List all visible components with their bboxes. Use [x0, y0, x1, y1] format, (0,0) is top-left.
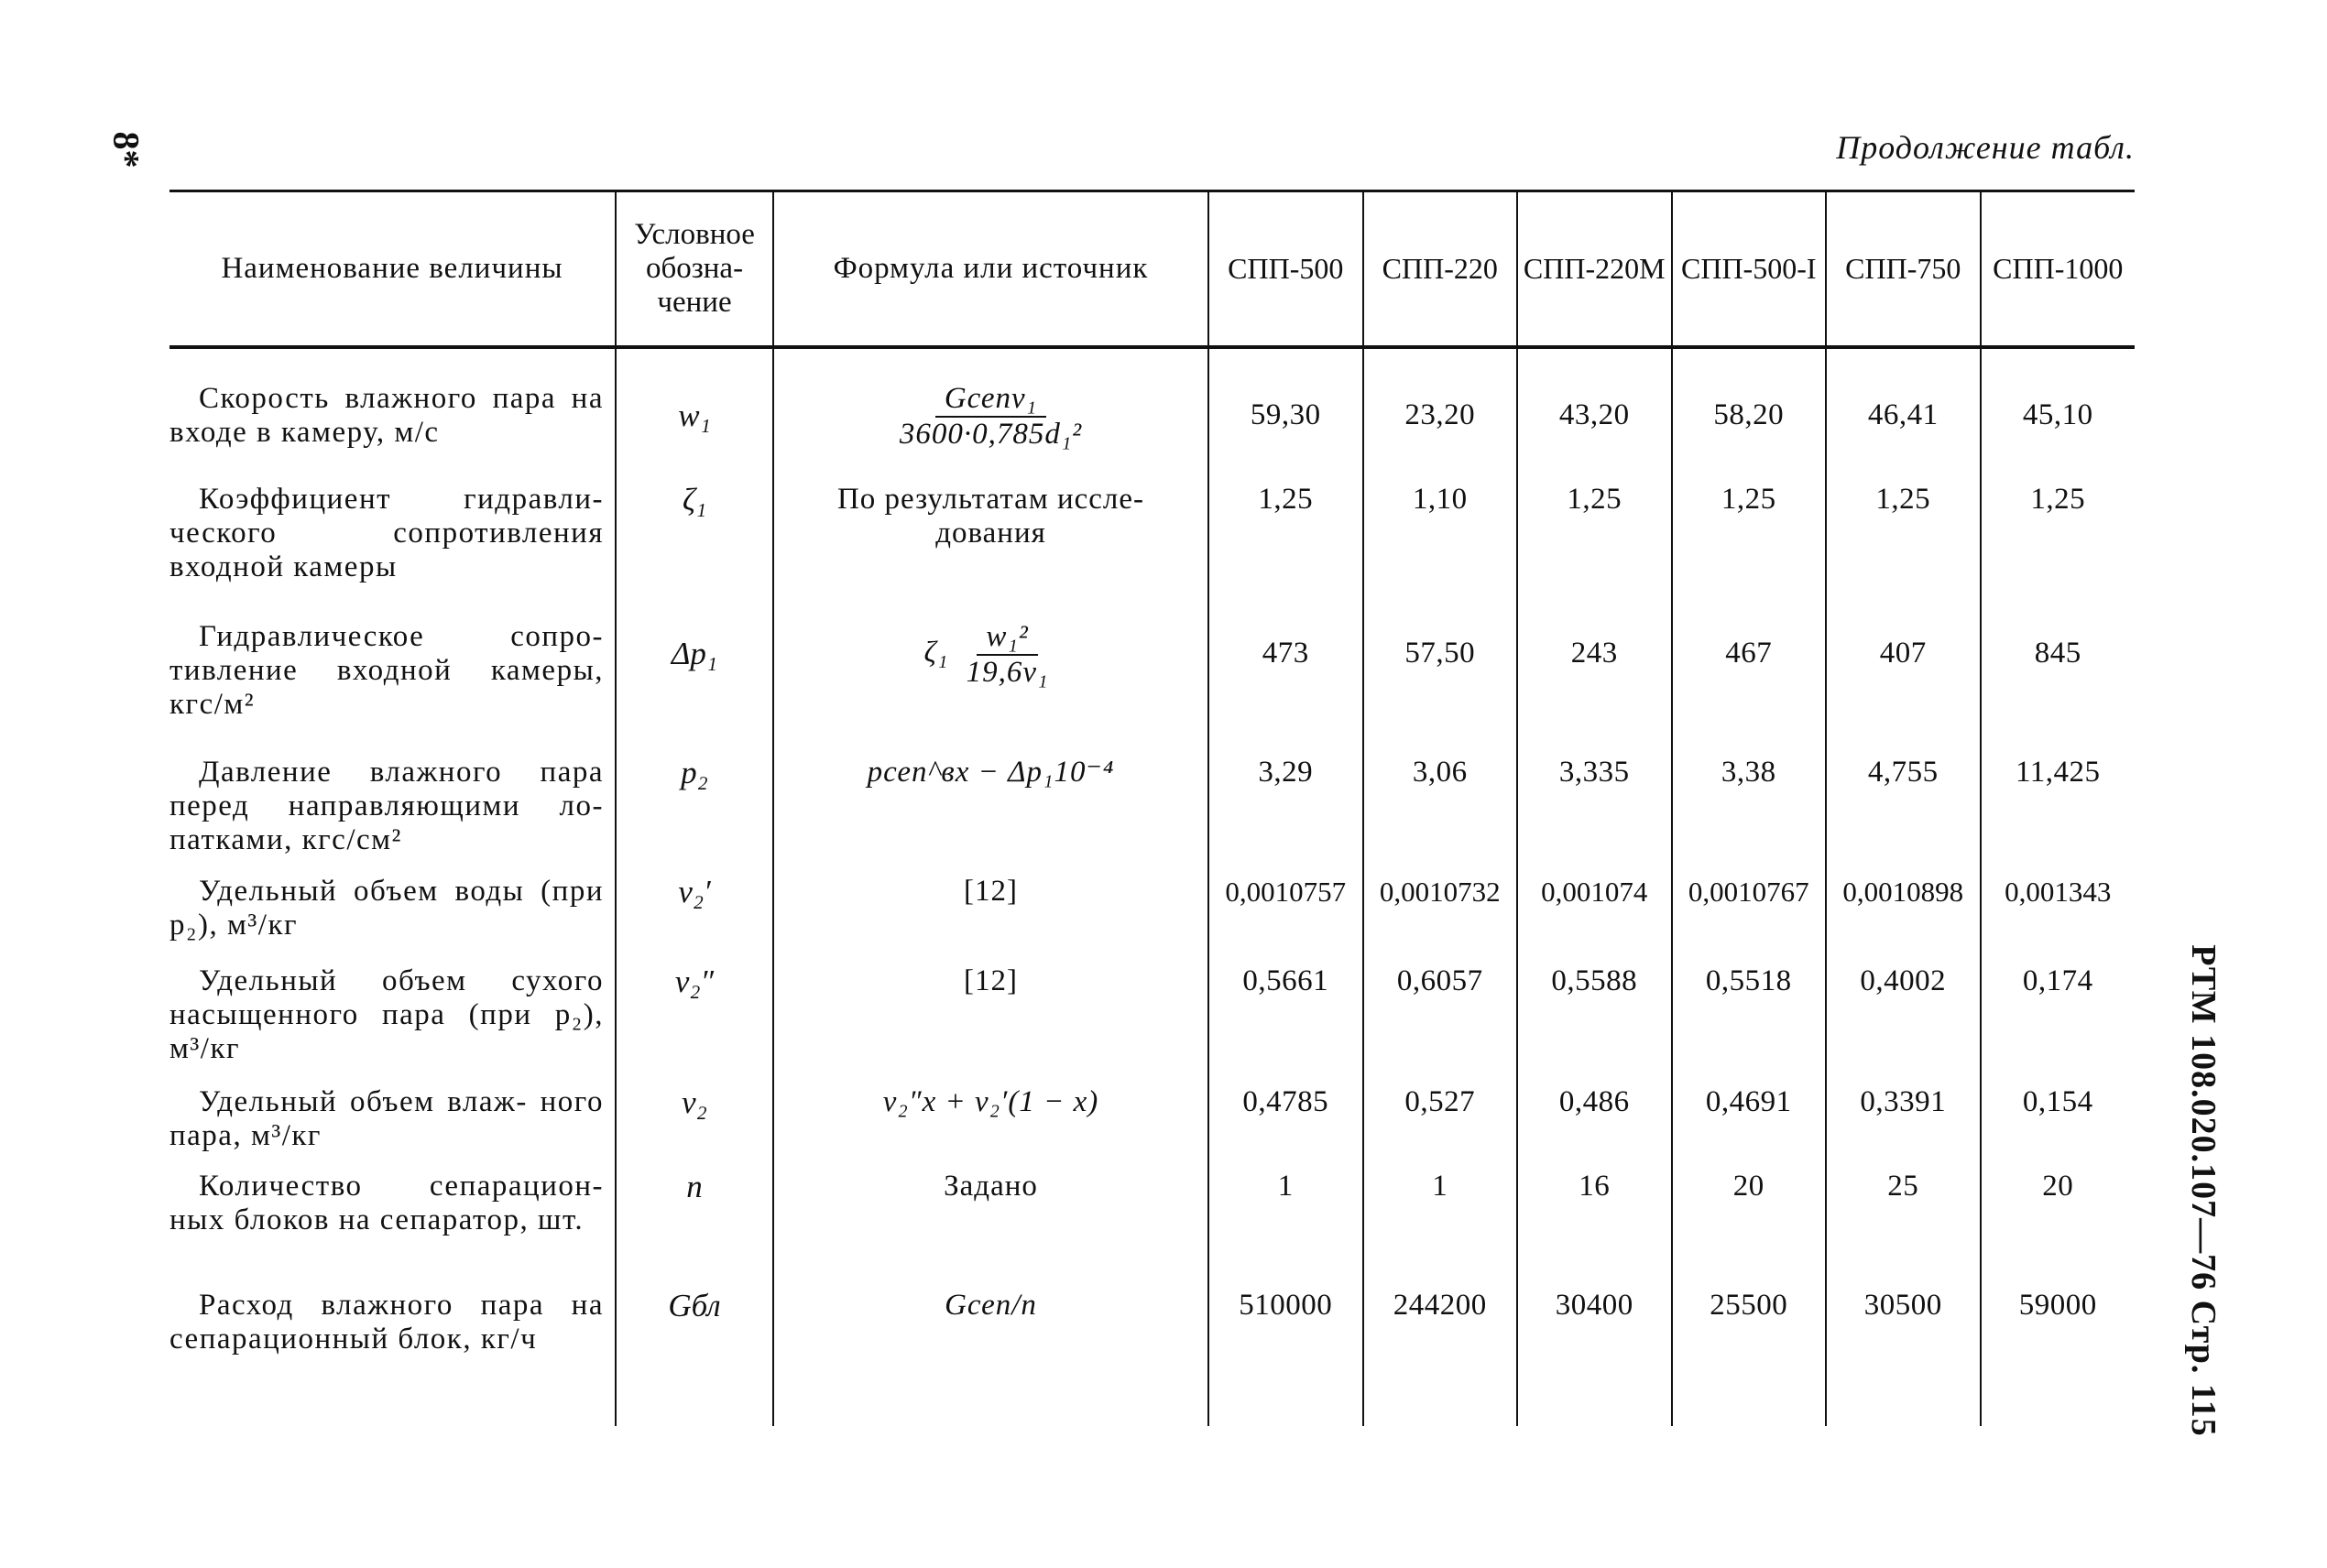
table-cell: 0,0010898: [1826, 875, 1981, 964]
header-name: Наименование величины: [169, 191, 616, 347]
table-cell: 30400: [1517, 1289, 1672, 1426]
table-cell: 0,5518: [1672, 964, 1827, 1085]
table-row: [169, 964, 2135, 1085]
table-row: [169, 1085, 2135, 1170]
table-row: [169, 1170, 2135, 1289]
table-cell: 46,41: [1826, 382, 1981, 483]
table-cell: 3,06: [1363, 756, 1518, 875]
table-cell: 59000: [1981, 1289, 2136, 1426]
row-symbol: w₁: [616, 382, 773, 483]
row-name: Количество сепарацион- ных блоков на сепаратор, шт.: [169, 1169, 604, 1236]
table-cell: 1,25: [1981, 483, 2136, 620]
table-cell: 243: [1517, 620, 1672, 756]
table-cell: 845: [1981, 620, 2136, 756]
table-cell: 0,0010767: [1672, 875, 1827, 964]
row-symbol: v₂′: [616, 875, 773, 964]
table-cell: 1,25: [1517, 483, 1672, 620]
table-cell: 0,5588: [1517, 964, 1672, 1085]
table-cell: 23,20: [1363, 382, 1518, 483]
row-formula: v₂″x + v₂′(1 − x): [773, 1085, 1208, 1170]
row-name: Удельный объем воды (при p₂), м³/кг: [169, 874, 604, 942]
table-row: [169, 1289, 2135, 1426]
table-cell: 510000: [1208, 1289, 1363, 1426]
table-cell: 0,0010757: [1208, 875, 1363, 964]
row-name: Коэффициент гидравли- ческого сопротивления входной камеры: [169, 482, 604, 583]
row-symbol: v₂″: [616, 964, 773, 1085]
table-cell: 1: [1363, 1170, 1518, 1289]
formula-fraction: $\frac{\text{w₁²}}{\text{19,6v₁}}$: [966, 619, 1049, 689]
row-name: Гидравлическое сопро- тивление входной камеры, кгс/м²: [169, 619, 604, 721]
page-mark: 8*: [105, 131, 147, 169]
table-cell: 3,29: [1208, 756, 1363, 875]
table-cell: 0,4691: [1672, 1085, 1827, 1170]
table-cell: 0,527: [1363, 1085, 1518, 1170]
row-symbol: p₂: [616, 756, 773, 875]
table-cell: 1,25: [1208, 483, 1363, 620]
table-cell: 0,6057: [1363, 964, 1518, 1085]
header-model: СПП-1000: [1981, 191, 2136, 347]
row-formula: [773, 382, 1208, 483]
row-formula: ζ₁ $\frac{\text{w₁²}}{\text{19,6v₁}}$: [773, 620, 1208, 756]
row-formula: Gсеп/n: [773, 1289, 1208, 1426]
table-cell: 1,10: [1363, 483, 1518, 620]
row-formula: [12]: [773, 875, 1208, 964]
row-name: Удельный объем влаж- ного пара, м³/кг: [169, 1084, 604, 1152]
table-cell: 467: [1672, 620, 1827, 756]
header-model: СПП-750: [1826, 191, 1981, 347]
table-cell: 45,10: [1981, 382, 2136, 483]
table-cell: 0,0010732: [1363, 875, 1518, 964]
table-cell: 20: [1981, 1170, 2136, 1289]
table-cell: 0,174: [1981, 964, 2136, 1085]
table-cell: 473: [1208, 620, 1363, 756]
row-name: Давление влажного пара перед направляющими ло- патками, кгс/см²: [169, 755, 604, 856]
table-cell: 11,425: [1981, 756, 2136, 875]
table-cell: 25: [1826, 1170, 1981, 1289]
row-symbol: Δp₁: [616, 620, 773, 756]
header-symbol: Условное обозна- чение: [616, 191, 773, 347]
table-row: [169, 382, 2135, 483]
row-formula: Задано: [773, 1170, 1208, 1289]
header-model: СПП-500-I: [1672, 191, 1827, 347]
table-cell: 0,3391: [1826, 1085, 1981, 1170]
table-cell: 58,20: [1672, 382, 1827, 483]
table-cell: 244200: [1363, 1289, 1518, 1426]
table-cell: 1,25: [1826, 483, 1981, 620]
table-cell: 0,001343: [1981, 875, 2136, 964]
table-cell: 3,335: [1517, 756, 1672, 875]
table-cell: 16: [1517, 1170, 1672, 1289]
row-symbol: n: [616, 1170, 773, 1289]
header-model: СПП-220: [1363, 191, 1518, 347]
table-row: [169, 875, 2135, 964]
table-cell: 0,4785: [1208, 1085, 1363, 1170]
row-symbol: ζ₁: [616, 483, 773, 620]
table-cell: 0,4002: [1826, 964, 1981, 1085]
row-formula: pсеп^вх − Δp₁10⁻⁴: [773, 756, 1208, 875]
table-cell: 0,5661: [1208, 964, 1363, 1085]
row-name: Расход влажного пара на сепарационный блок, кг/ч: [169, 1288, 604, 1356]
header-model: СПП-500: [1208, 191, 1363, 347]
row-symbol: Gбл: [616, 1289, 773, 1426]
continuation-label: Продолжение табл.: [1836, 129, 2135, 166]
row-formula: [12]: [773, 964, 1208, 1085]
table-cell: 4,755: [1826, 756, 1981, 875]
header-formula: Формула или источник: [773, 191, 1208, 347]
data-table: [169, 190, 2135, 1426]
header-model: СПП-220М: [1517, 191, 1672, 347]
table-cell: 57,50: [1363, 620, 1518, 756]
row-symbol: v₂: [616, 1085, 773, 1170]
table-row: [169, 756, 2135, 875]
table-row: [169, 620, 2135, 756]
table-cell: 43,20: [1517, 382, 1672, 483]
row-name: Скорость влажного пара на входе в камеру, м/с: [169, 381, 604, 449]
table-cell: 3,38: [1672, 756, 1827, 875]
table-cell: 0,001074: [1517, 875, 1672, 964]
document-code: РТМ 108.020.107—76 Стр. 115: [2184, 944, 2223, 1437]
table-cell: 25500: [1672, 1289, 1827, 1426]
row-formula: По результатам иссле- дования: [773, 483, 1208, 620]
table-cell: 1: [1208, 1170, 1363, 1289]
header-row: [169, 191, 2135, 347]
table-row: [169, 483, 2135, 620]
table-cell: 1,25: [1672, 483, 1827, 620]
row-name: Удельный объем сухого насыщенного пара (при p₂), м³/кг: [169, 964, 604, 1065]
table-cell: 59,30: [1208, 382, 1363, 483]
table-cell: 0,486: [1517, 1085, 1672, 1170]
document-code-sidebar: [2153, 934, 2254, 1447]
formula-fraction: $\frac{\text{Gсепv₁}}{\text{3600·0,785d₁²}}$: [899, 381, 1083, 451]
table-cell: 20: [1672, 1170, 1827, 1289]
table-cell: 30500: [1826, 1289, 1981, 1426]
table-cell: 407: [1826, 620, 1981, 756]
spacer-row: [169, 347, 2135, 382]
table-cell: 0,154: [1981, 1085, 2136, 1170]
